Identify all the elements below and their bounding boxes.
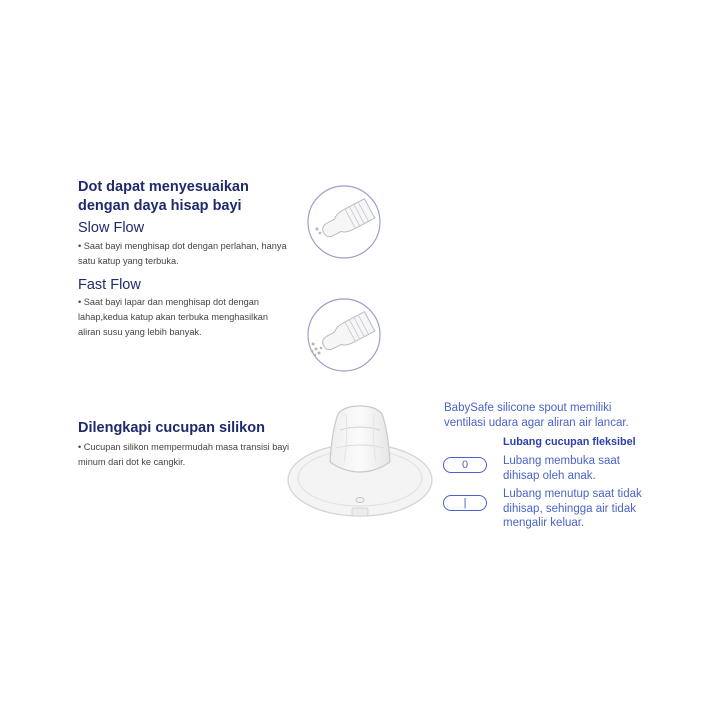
silicone-spout-title: Dilengkapi cucupan silikon <box>78 420 265 436</box>
spout-intro <box>444 401 629 430</box>
open-hole-line-2: dihisap oleh anak. <box>503 469 596 482</box>
silicone-spout-image <box>286 400 434 525</box>
title-line-1: Dot dapat menyesuaikan <box>78 179 249 195</box>
fast-flow-line-2: lahap,kedua katup akan terbuka menghasilkan <box>78 312 269 322</box>
flexible-hole-subtitle: Lubang cucupan fleksibel <box>503 436 636 448</box>
silicone-line-2: minum dari dot ke cangkir. <box>78 457 186 467</box>
closed-hole-line-1: Lubang menutup saat tidak <box>503 488 642 500</box>
closed-hole-symbol: | <box>443 495 487 511</box>
fast-flow-heading: Fast Flow <box>78 277 141 293</box>
fast-flow-line-1: • Saat bayi lapar dan menghisap dot dengan <box>78 297 259 307</box>
slow-flow-line-2: satu katup yang terbuka. <box>78 256 179 266</box>
open-hole-line-1: Lubang membuka saat <box>503 455 620 467</box>
spout-intro-line-1: BabySafe silicone spout memiliki <box>444 402 612 414</box>
slow-flow-line-1: • Saat bayi menghisap dot dengan perlahan, hanya <box>78 241 287 251</box>
open-hole-description <box>503 454 620 483</box>
closed-hole-line-2: dihisap, sehingga air tidak <box>503 502 636 515</box>
slow-flow-nipple-icon <box>303 181 385 263</box>
fast-flow-nipple-icon <box>303 294 385 376</box>
silicone-line-1: • Cucupan silikon mempermudah masa transisi bayi <box>78 442 290 452</box>
closed-hole-description <box>503 487 642 531</box>
open-hole-symbol: 0 <box>443 457 487 473</box>
slow-flow-description <box>78 239 293 269</box>
fast-flow-description <box>78 295 293 340</box>
section-title-adapt <box>78 178 249 216</box>
silicone-spout-description <box>78 440 293 470</box>
slow-flow-heading: Slow Flow <box>78 220 145 236</box>
spout-intro-line-2: ventilasi udara agar aliran air lancar. <box>444 416 629 429</box>
fast-flow-line-3: aliran susu yang lebih banyak. <box>78 327 202 337</box>
title-line-2: dengan daya hisap bayi <box>78 198 242 214</box>
closed-hole-line-3: mengalir keluar. <box>503 517 585 529</box>
